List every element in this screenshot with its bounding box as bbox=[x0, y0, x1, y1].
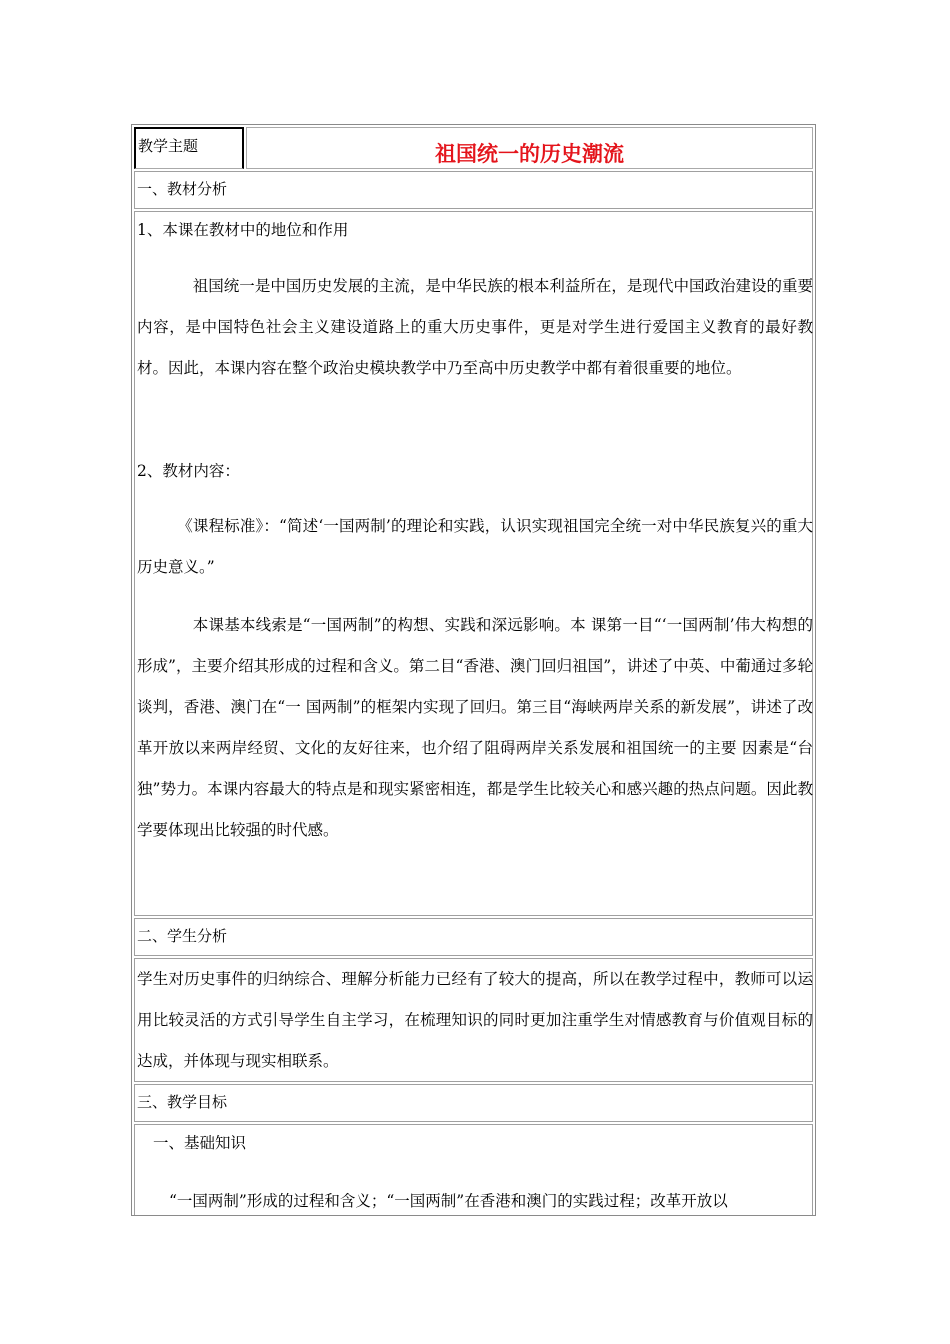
section-heading-row bbox=[134, 171, 813, 209]
topic-label-cell bbox=[134, 127, 244, 169]
sub1-heading: 1、本课在教材中的地位和作用 bbox=[137, 221, 349, 239]
paragraph-status: 祖国统一是中国历史发展的主流，是中华民族的根本利益所在，是现代中国政治建设的重要内容，是中国特色社会主义建设道路上的重大历史事件，更是对学生进行爱国主义教育的最好教材。因此，本课内容在整个政治史模块教学中乃至高中历史教学中都有着很重要的地位。 bbox=[137, 277, 813, 377]
topic-label: 教学主题 bbox=[138, 137, 199, 155]
lesson-plan-table bbox=[131, 124, 816, 1216]
section-heading-row bbox=[134, 1084, 813, 1122]
textbook-analysis-cell bbox=[134, 211, 813, 916]
sub3-heading: 一、基础知识 bbox=[153, 1134, 247, 1152]
section-heading-row bbox=[134, 918, 813, 956]
paragraph-main-thread: 本课基本线索是“一国两制”的构想、实践和深远影响。本 课第一目“‘一国两制’伟大构想的形成”，主要介绍其形成的过程和含义。第二目“香港、澳门回归祖国”，讲述了中英、中葡通过多轮谈判，香港、澳门在“一 国两制”的框架内实现了回归。第三目“海峡两岸关系的新发展”，讲述了改革开放以来两岸经贸、文化的友好往来，也介绍了阻碍两岸关系发展和祖国统一的主要 因素是“台独”势力。本课内容最大的特点是和现实紧密相连，都是学生比较关心和感兴趣的热点问题。因此教学要体现出比较强的时代感。 bbox=[137, 616, 813, 839]
paragraph-basic-knowledge: “一国两制”形成的过程和含义；“一国两制”在香港和澳门的实践过程；改革开放以 bbox=[169, 1192, 728, 1210]
section1-heading: 一、教材分析 bbox=[137, 180, 228, 198]
paragraph-student-analysis: 学生对历史事件的归纳综合、理解分析能力已经有了较大的提高，所以在教学过程中，教师可以运用比较灵活的方式引导学生自主学习，在梳理知识的同时更加注重学生对情感教育与价值观目标的达成，并体现与现实相联系。 bbox=[137, 970, 813, 1070]
lesson-title: 祖国统一的历史潮流 bbox=[435, 141, 624, 166]
title-cell bbox=[246, 127, 813, 169]
paragraph-curriculum-standard: 《课程标准》：“简述‘一国两制’的理论和实践，认识实现祖国完全统一对中华民族复兴的重大历史意义。” bbox=[137, 517, 813, 576]
section2-heading: 二、学生分析 bbox=[137, 927, 228, 945]
teaching-goals-cell bbox=[134, 1124, 813, 1216]
section3-heading: 三、教学目标 bbox=[137, 1093, 228, 1111]
student-analysis-cell bbox=[134, 958, 813, 1082]
sub2-heading: 2、教材内容： bbox=[137, 462, 240, 480]
